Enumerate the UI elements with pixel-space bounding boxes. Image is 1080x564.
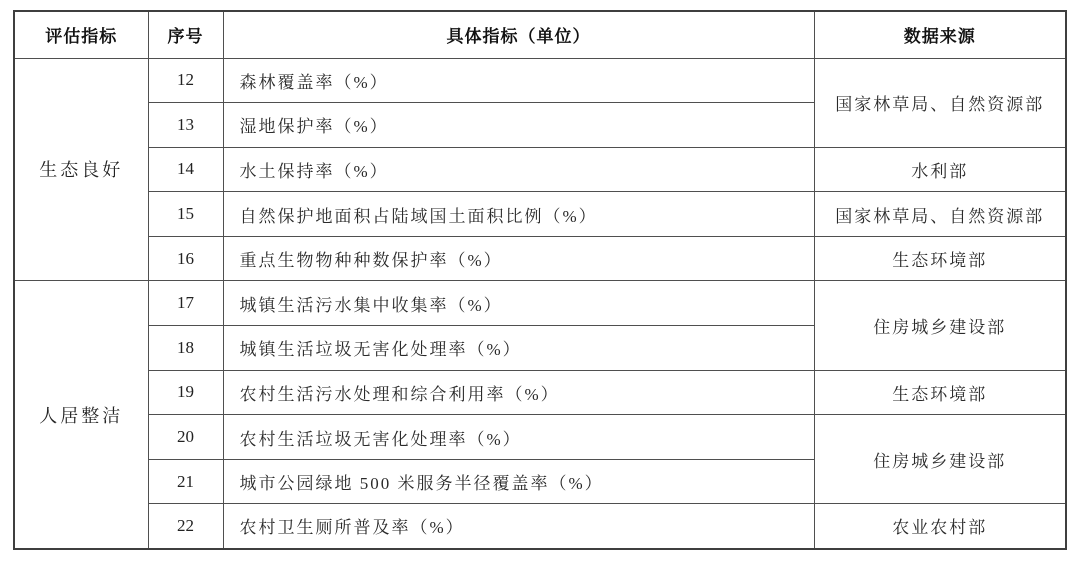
serial-cell: 17 [148,281,223,326]
source-cell: 水利部 [814,147,1066,192]
indicator-cell: 重点生物物种种数保护率（%） [223,236,814,281]
serial-cell: 13 [148,103,223,148]
indicator-cell: 城镇生活污水集中收集率（%） [223,281,814,326]
indicator-cell: 城市公园绿地 500 米服务半径覆盖率（%） [223,459,814,504]
header-cell-category: 评估指标 [14,11,148,58]
header-cell-source: 数据来源 [814,11,1066,58]
indicator-cell: 城镇生活垃圾无害化处理率（%） [223,326,814,371]
category-cell-habitation: 人居整洁 [14,281,148,549]
serial-cell: 14 [148,147,223,192]
source-cell: 生态环境部 [814,370,1066,415]
source-cell: 住房城乡建设部 [814,415,1066,504]
indicator-table [13,10,1067,550]
indicator-cell: 农村生活垃圾无害化处理率（%） [223,415,814,460]
table-row [14,415,1066,460]
indicator-cell: 农村卫生厕所普及率（%） [223,504,814,549]
table-row [14,281,1066,326]
source-cell: 国家林草局、自然资源部 [814,58,1066,147]
indicator-cell: 自然保护地面积占陆域国土面积比例（%） [223,192,814,237]
table-header [14,11,1066,58]
indicator-cell: 森林覆盖率（%） [223,58,814,103]
source-cell: 住房城乡建设部 [814,281,1066,370]
source-cell: 生态环境部 [814,236,1066,281]
category-cell-ecology: 生态良好 [14,58,148,281]
table-row [14,236,1066,281]
header-row [14,11,1066,58]
serial-cell: 21 [148,459,223,504]
table-row [14,147,1066,192]
serial-cell: 18 [148,326,223,371]
indicator-cell: 水土保持率（%） [223,147,814,192]
serial-cell: 19 [148,370,223,415]
serial-cell: 12 [148,58,223,103]
serial-cell: 20 [148,415,223,460]
table-body [14,58,1066,549]
table-row [14,504,1066,549]
table-row [14,370,1066,415]
header-cell-indicator: 具体指标（单位） [223,11,814,58]
source-cell: 农业农村部 [814,504,1066,549]
serial-cell: 15 [148,192,223,237]
serial-cell: 16 [148,236,223,281]
indicator-cell: 湿地保护率（%） [223,103,814,148]
table-row [14,58,1066,103]
indicator-cell: 农村生活污水处理和综合利用率（%） [223,370,814,415]
header-cell-serial: 序号 [148,11,223,58]
source-cell: 国家林草局、自然资源部 [814,192,1066,237]
table-row [14,192,1066,237]
serial-cell: 22 [148,504,223,549]
